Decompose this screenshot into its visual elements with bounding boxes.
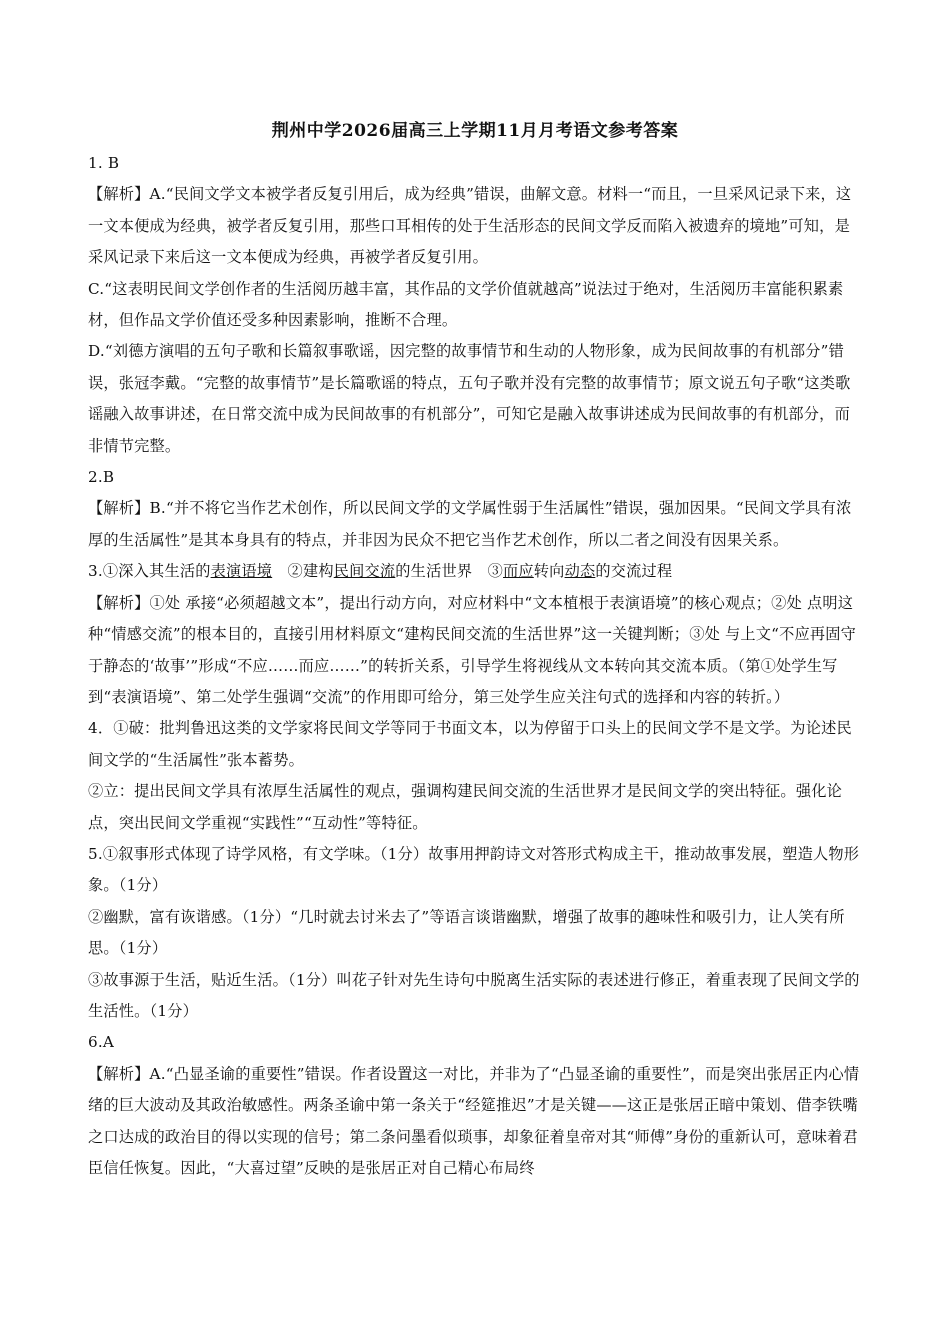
- analysis-q6: 【解析】A.“凸显圣谕的重要性”错误。作者设置这一对比，并非为了“凸显圣谕的重要性”，而是突出张居正内心情绪的巨大波动及其政治敏感性。两条圣谕中第一条关于“经筵推迟”才是关键——这正是张居正暗中策划、借李铁嘴之口达成的政治目的得以实现的信号；第二条问墨看似琐事，却象征着皇帝对其“师傅”身份的重新认可，意味着君臣信任恢复。因此，“大喜过望”反映的是张居正对自己精心布局终: [88, 1064, 860, 1177]
- page-title: 荆州中学2026届高三上学期11月月考语文参考答案: [271, 121, 679, 141]
- analysis-q1-a: 【解析】A.“民间文学文本被学者反复引用后，成为经典”错误，曲解文意。材料一“而且，一旦采风记录下来，这一文本便成为经典，被学者反复引用，那些口耳相传的处于生活形态的民间文学反而陷入被遗弃的境地”可知，是采风记录下来后这一文本便成为经典，再被学者反复引用。: [88, 185, 852, 267]
- answer-q1: 1. B: [88, 154, 120, 172]
- answer-q4-li: ②立：提出民间文学具有浓厚生活属性的观点，强调构建民间交流的生活世界才是民间文学的突出特征。强化论点，突出民间文学重视“实践性”“互动性”等特征。: [88, 782, 842, 832]
- q3-underlined-2: 民间交流: [333, 562, 396, 581]
- answer-q4-po: 4．①破：批判鲁迅这类的文学家将民间文学等同于书面文本，以为停留于口头上的民间文学不是文学。为论述民间文学的“生活属性”张本蓄势。: [88, 719, 852, 769]
- answer-q3: [88, 556, 863, 587]
- analysis-q1-c: C.“这表明民间文学创作者的生活阅历越丰富，其作品的文学价值就越高”说法过于绝对，生活阅历丰富能积累素材，但作品文学价值还受多种因素影响，推断不合理。: [88, 279, 844, 330]
- answer-q5-3: ③故事源于生活，贴近生活。（1分）叫花子针对先生诗句中脱离生活实际的表述进行修正，着重表现了民间文学的生活性。（1分）: [88, 970, 860, 1020]
- analysis-q3: 【解析】①处 承接“必须超越文本”，提出行动方向，对应材料中“文本植根于表演语境”的核心观点；②处 点明这种“情感交流”的根本目的，直接引用材料原文“建构民间交流的生活世界”这一关键判断；③处 与上文“不应再固守于静态的‘故事’”形成“不应……而应……”的转折关系，引导学生将视线从文本转向其交流本质。（第①处学生写到“表演语境”、第二处学生强调“交流”的作用即可给分，第三处学生应关注句式的选择和内容的转折。）: [88, 593, 857, 706]
- q3-underlined-4: 动态: [564, 562, 596, 581]
- answer-q6: 6.A: [88, 1033, 115, 1052]
- q3-text-4: 转向: [533, 562, 565, 581]
- analysis-q2: 【解析】B.“并不将它当作艺术创作，所以民间文学的文学属性弱于生活属性”错误，强加因果。“民间文学具有浓厚的生活属性”是其本身具有的特点，并非因为民众不把它当作艺术创作，所以二者之间没有因果关系。: [88, 499, 852, 549]
- answer-q2: 2.B: [88, 468, 115, 487]
- answer-q5-1: 5.①叙事形式体现了诗学风格，有文学味。（1分）故事用押韵诗文对答形式构成主干，推动故事发展，塑造人物形象。（1分）: [88, 844, 860, 895]
- q3-text-5: 的交流过程: [595, 562, 673, 581]
- analysis-q1-d: D.“刘德方演唱的五句子歌和长篇叙事歌谣，因完整的故事情节和生动的人物形象，成为民间故事的有机部分”错误，张冠李戴。“完整的故事情节”是长篇歌谣的特点，五句子歌并没有完整的故事情节；原文说五句子歌“这类歌谣融入故事讲述，在日常交流中成为民间故事的有机部分”，可知它是融入故事讲述成为民间故事的有机部分，而非情节完整。: [88, 342, 851, 455]
- answer-content: [88, 148, 863, 1184]
- q3-underlined-3: 而应: [503, 562, 534, 581]
- q3-text-2: ②建构: [272, 562, 334, 581]
- q3-number: 3.: [88, 562, 103, 581]
- q3-text-1: ①深入其生活的: [102, 562, 211, 581]
- q3-underlined-1: 表演语境: [210, 562, 273, 581]
- q3-text-3: 的生活世界 ③: [395, 562, 504, 581]
- answer-q5-2: ②幽默，富有诙谐感。（1分）“几时就去讨米去了”等语言谈谐幽默，增强了故事的趣味性和吸引力，让人笑有所思。（1分）: [88, 907, 845, 958]
